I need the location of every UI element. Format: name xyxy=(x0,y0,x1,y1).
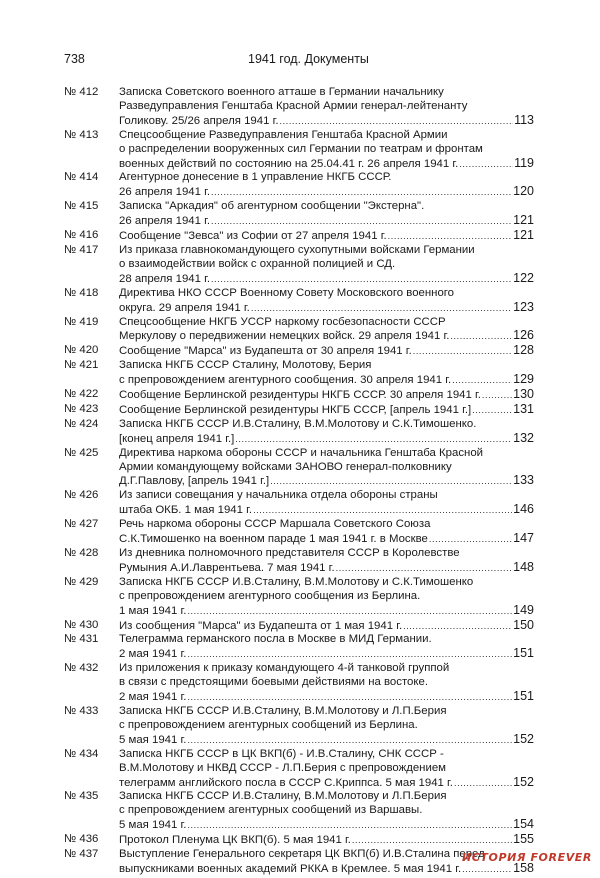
watermark-logo: ИСТОРИЯ FOREVER xyxy=(461,851,592,864)
page-header xyxy=(64,52,534,70)
entry-title-text: Выступление Генерального секретаря ЦК ВКП(б) И.В.Сталина перед xyxy=(119,848,485,861)
page-ref: 130 xyxy=(513,387,534,402)
entry-title-text: о взаимодействии войск с охранной полицией и СД. xyxy=(119,257,396,270)
page-ref: 133 xyxy=(513,473,534,488)
entry-line-with-page xyxy=(119,532,534,547)
entry-title-text: С.К.Тимошенко на военном параде 1 мая 1941 г. в Москве xyxy=(119,533,428,546)
page-ref: 152 xyxy=(513,774,534,789)
entry-title-text: [конец апреля 1941 г.] xyxy=(119,432,235,445)
toc-entry xyxy=(64,748,534,791)
toc-entry xyxy=(64,619,534,634)
entry-number: № 419 xyxy=(64,315,99,328)
entry-title-text: Из приложения к приказу командующего 4-й танковой группой xyxy=(119,662,450,675)
entry-title-text: Записка НКГБ СССР И.В.Сталину, В.М.Молотову и С.К.Тимошенко xyxy=(119,575,474,588)
entry-title-text: штаба ОКБ. 1 мая 1941 г. xyxy=(119,504,253,517)
entry-number: № 433 xyxy=(64,704,99,717)
entry-line-with-page xyxy=(119,301,534,316)
page-ref: 122 xyxy=(513,270,534,285)
entry-title-text: Сообщение Берлинской резидентуры НКГБ СССР. 30 апреля 1941 г. xyxy=(119,389,481,402)
entry-number: № 437 xyxy=(64,848,99,861)
entry-number: № 417 xyxy=(64,243,99,256)
entry-title-text: выпускниками военных академий РККА в Кремлее. 5 мая 1941 г. xyxy=(119,862,462,875)
page-number: 738 xyxy=(64,52,85,66)
toc-entry xyxy=(64,129,534,172)
entry-title-text: в связи с предстоящими боевыми действиями на востоке. xyxy=(119,676,428,689)
entry-line-with-page xyxy=(119,214,534,229)
entry-title-text: Записка НКГБ СССР И.В.Сталину, В.М.Молотову и Л.П.Берия xyxy=(119,704,447,717)
toc-entry xyxy=(64,316,534,345)
toc-entry xyxy=(64,489,534,518)
entry-title-text: Телеграмма германского посла в Москве в МИД Германии. xyxy=(119,633,432,646)
entry-title-text: Сообщение "Марса" из Будапешта от 30 апреля 1941 г. xyxy=(119,345,412,358)
entry-title-text: с препровождением агентурных сообщений из Варшавы. xyxy=(119,804,423,817)
entry-line-with-page xyxy=(119,647,534,662)
entry-title-text: телеграмм английского посла в СССР С.Криппса. 5 мая 1941 г. xyxy=(119,776,453,789)
entry-line-with-page xyxy=(119,818,534,833)
entry-title-text: Сообщение "Зевса" из Софии от 27 апреля 1941 г. xyxy=(119,230,387,243)
dot-leader xyxy=(280,115,514,129)
entry-title-text: о распределении вооруженных сил Германии по театрам и фронтам xyxy=(119,142,483,155)
entry-number: № 434 xyxy=(64,747,99,760)
entry-line-with-page xyxy=(119,344,534,359)
running-title: 1941 год. Документы xyxy=(248,52,369,66)
entry-number: № 416 xyxy=(64,229,99,242)
entry-title-text: В.М.Молотову и НКВД СССР - Л.П.Берия с препровождением xyxy=(119,761,446,774)
entry-line-with-page xyxy=(119,690,534,705)
table-of-contents xyxy=(64,86,534,877)
entry-line-with-page xyxy=(119,561,534,576)
dot-leader xyxy=(253,504,512,518)
page-ref: 151 xyxy=(513,689,534,704)
entry-title-text: 1 мая 1941 г. xyxy=(119,604,187,617)
entry-title-text: Румыния А.И.Лаврентьева. 7 мая 1941 г. xyxy=(119,561,335,574)
entry-line-with-page xyxy=(119,373,534,388)
page-ref: 126 xyxy=(513,328,534,343)
toc-entry xyxy=(64,790,534,833)
dot-leader xyxy=(187,605,512,619)
toc-entry xyxy=(64,547,534,576)
entry-title-text: 2 мая 1941 г. xyxy=(119,691,187,704)
entry-line-with-page xyxy=(119,329,534,344)
entry-title-text: Из записи совещания у начальника отдела обороны страны xyxy=(119,489,438,502)
entry-number: № 430 xyxy=(64,618,99,631)
dot-leader xyxy=(336,562,513,576)
page-ref: 158 xyxy=(513,860,534,875)
entry-title-text: с препровождением агентурных сообщений из Берлина. xyxy=(119,718,418,731)
toc-entry xyxy=(64,344,534,359)
entry-title-text: Агентурное донесение в 1 управление НКГБ СССР. xyxy=(119,171,392,184)
page-ref: 129 xyxy=(513,372,534,387)
entry-line-with-page xyxy=(119,833,534,848)
entry-number: № 414 xyxy=(64,171,99,184)
entry-number: № 431 xyxy=(64,633,99,646)
page-ref: 147 xyxy=(513,531,534,546)
page-ref: 152 xyxy=(513,731,534,746)
entry-number: № 428 xyxy=(64,547,99,559)
entry-line-with-page xyxy=(119,185,534,200)
entry-title-text: Записка "Аркадия" об агентурном сообщении "Экстерна". xyxy=(119,200,425,213)
dot-leader xyxy=(187,691,512,705)
dot-leader xyxy=(482,389,512,403)
entry-title-text: военных действий по состоянию на 25.04.41 г. 26 апреля 1941 г. xyxy=(119,157,459,170)
entry-title-text: округа. 29 апреля 1941 г. xyxy=(119,301,250,314)
toc-entry xyxy=(64,359,534,388)
entry-title-text: Сообщение Берлинской резидентуры НКГБ СССР, [апрель 1941 г.] xyxy=(119,403,472,416)
page-ref: 113 xyxy=(514,112,534,127)
toc-entry xyxy=(64,171,534,200)
entry-number: № 418 xyxy=(64,286,99,299)
entry-number: № 415 xyxy=(64,200,99,213)
page-ref: 128 xyxy=(513,343,534,358)
dot-leader xyxy=(270,475,512,489)
entry-line-with-page xyxy=(119,862,534,877)
toc-entry xyxy=(64,287,534,316)
dot-leader xyxy=(472,404,512,418)
entry-title-text: 26 апреля 1941 г. xyxy=(119,186,211,199)
entry-number: № 420 xyxy=(64,344,99,357)
dot-leader xyxy=(459,158,513,172)
page-ref: 149 xyxy=(513,602,534,617)
entry-number: № 427 xyxy=(64,518,99,531)
entry-title-text: Речь наркома обороны СССР Маршала Советского Союза xyxy=(119,518,431,531)
page-ref: 119 xyxy=(514,155,534,170)
entry-number: № 424 xyxy=(64,417,99,430)
entry-title-text: Армии командующему войсками ЗАНОВО генерал-полковнику xyxy=(119,460,452,473)
dot-leader xyxy=(450,330,512,344)
entry-line-with-page xyxy=(119,432,534,447)
entry-number: № 435 xyxy=(64,790,99,803)
page-ref: 155 xyxy=(513,832,534,847)
dot-leader xyxy=(454,777,512,791)
entry-line-with-page xyxy=(119,733,534,748)
toc-entry xyxy=(64,833,534,848)
dot-leader xyxy=(429,533,512,547)
entry-number: № 426 xyxy=(64,489,99,502)
toc-entry xyxy=(64,576,534,619)
entry-line-with-page xyxy=(119,776,534,791)
entry-title-text: 5 мая 1941 г. xyxy=(119,819,187,832)
page-ref: 148 xyxy=(513,559,534,574)
entry-number: № 432 xyxy=(64,662,99,675)
entry-line-with-page xyxy=(119,229,534,244)
page-ref: 120 xyxy=(513,184,534,199)
entry-line-with-page xyxy=(119,619,534,634)
entry-title-text: 5 мая 1941 г. xyxy=(119,733,187,746)
entry-number: № 429 xyxy=(64,575,99,588)
dot-leader xyxy=(235,433,512,447)
dot-leader xyxy=(211,215,512,229)
entry-number: № 413 xyxy=(64,128,99,141)
entry-line-with-page xyxy=(119,474,534,489)
entry-number: № 422 xyxy=(64,388,99,401)
entry-number: № 412 xyxy=(64,86,99,98)
entry-title-text: Записка НКГБ СССР И.В.Сталину, В.М.Молотову и Л.П.Берия xyxy=(119,790,447,803)
entry-title-text: Директива НКО СССР Военному Совету Московского военного xyxy=(119,286,455,299)
entry-title-text: Спецсообщение Разведуправления Генштаба Красной Армии xyxy=(119,128,448,141)
dot-leader xyxy=(187,819,512,833)
entry-title-text: Директива наркома обороны СССР и начальника Генштаба Красной xyxy=(119,446,484,459)
entry-line-with-page xyxy=(119,157,534,172)
dot-leader xyxy=(211,273,512,287)
entry-title-text: Записка Советского военного атташе в Германии начальнику xyxy=(119,86,444,98)
page-ref: 123 xyxy=(513,299,534,314)
entry-title-text: с препровождением агентурного сообщения. 30 апреля 1941 г. xyxy=(119,374,452,387)
toc-entry xyxy=(64,633,534,662)
toc-entry xyxy=(64,418,534,447)
page-ref: 146 xyxy=(513,502,534,517)
page-ref: 121 xyxy=(513,213,534,228)
entry-title-text: Из сообщения "Марса" из Будапешта от 1 мая 1941 г. xyxy=(119,619,403,632)
toc-entry xyxy=(64,403,534,418)
toc-entry xyxy=(64,244,534,287)
dot-leader xyxy=(187,648,512,662)
entry-title-text: 2 мая 1941 г. xyxy=(119,648,187,661)
toc-entry xyxy=(64,86,534,129)
dot-leader xyxy=(413,345,512,359)
dot-leader xyxy=(462,863,512,877)
entry-title-text: с препровождением агентурного сообщения из Берлина. xyxy=(119,589,421,602)
toc-entry xyxy=(64,229,534,244)
entry-number: № 423 xyxy=(64,402,99,415)
toc-entry xyxy=(64,388,534,403)
page-ref: 132 xyxy=(513,430,534,445)
page-ref: 121 xyxy=(513,228,534,243)
dot-leader xyxy=(388,230,512,244)
dot-leader xyxy=(352,834,512,848)
entry-line-with-page xyxy=(119,503,534,518)
toc-entry xyxy=(64,518,534,547)
entry-title-text: Д.Г.Павлову, [апрель 1941 г.] xyxy=(119,475,270,488)
toc-entry xyxy=(64,662,534,705)
dot-leader xyxy=(211,186,512,200)
entry-number: № 425 xyxy=(64,446,99,459)
entry-title-text: Из дневника полномочного представителя СССР в Королевстве xyxy=(119,547,460,559)
entry-title-text: Протокол Пленума ЦК ВКП(б). 5 мая 1941 г. xyxy=(119,834,351,847)
entry-number: № 421 xyxy=(64,359,99,372)
entry-title-text: Записка НКГБ СССР Сталину, Молотову, Берия xyxy=(119,359,372,372)
page-ref: 151 xyxy=(513,646,534,661)
entry-title-text: Записка НКГБ СССР И.В.Сталину, В.М.Молотову и С.К.Тимошенко. xyxy=(119,417,477,430)
entry-line-with-page xyxy=(119,114,534,129)
entry-line-with-page xyxy=(119,403,534,418)
toc-entry xyxy=(64,705,534,748)
dot-leader xyxy=(187,734,512,748)
page-ref: 150 xyxy=(513,617,534,632)
entry-title-text: Записка НКГБ СССР в ЦК ВКП(б) - И.В.Сталину, СНК СССР - xyxy=(119,747,444,760)
toc-entry xyxy=(64,200,534,229)
page-ref: 154 xyxy=(513,817,534,832)
entry-title-text: Разведуправления Генштаба Красной Армии генерал-лейтенанту xyxy=(119,99,468,112)
dot-leader xyxy=(251,302,512,316)
entry-title-text: Голикову. 25/26 апреля 1941 г. xyxy=(119,114,279,127)
entry-title-text: Меркулову о передвижении немецких войск. 29 апреля 1941 г. xyxy=(119,330,450,343)
dot-leader xyxy=(452,374,512,388)
entry-line-with-page xyxy=(119,604,534,619)
entry-title-text: Спецсообщение НКГБ УССР наркому госбезопасности СССР xyxy=(119,315,446,328)
entry-title-text: 28 апреля 1941 г. xyxy=(119,272,211,285)
entry-title-text: Из приказа главнокомандующего сухопутными войсками Германии xyxy=(119,243,475,256)
entry-title-text: 26 апреля 1941 г. xyxy=(119,215,211,228)
entry-number: № 436 xyxy=(64,833,99,846)
page-ref: 131 xyxy=(513,401,534,416)
dot-leader xyxy=(403,620,512,634)
toc-entry xyxy=(64,447,534,490)
entry-line-with-page xyxy=(119,388,534,403)
entry-line-with-page xyxy=(119,272,534,287)
